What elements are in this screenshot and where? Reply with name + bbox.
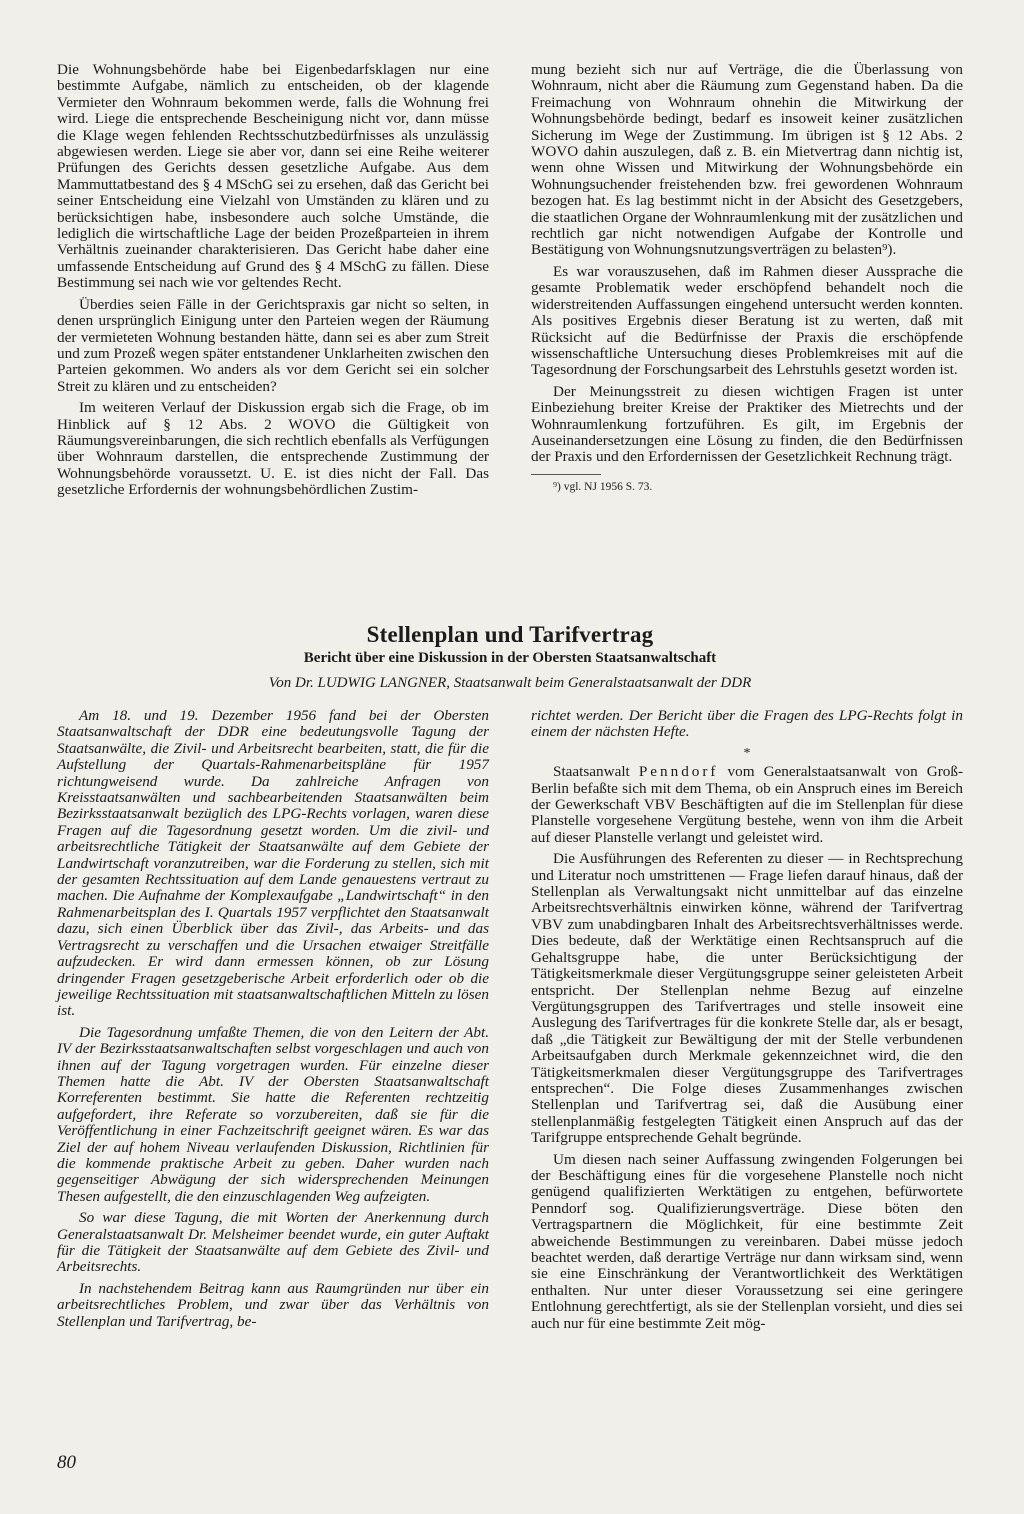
- byline-suffix: , Staatsanwalt beim Generalstaatsanwalt der DDR: [446, 675, 752, 691]
- article-subtitle: Bericht über eine Diskussion in der Obersten Staatsanwaltschaft: [303, 650, 717, 666]
- page-number: 80: [57, 1452, 76, 1473]
- paragraph: Um diesen nach seiner Auffassung zwingenden Folgerungen bei der Beschäftigung eines für die vorgesehene Planstelle noch nicht genügend qualifizierten Werktätigen zu entgehen, befürwortete Penndorf sog. Qualifizierungsverträge. Diese böten den Vertragspartnern die Möglichkeit, für eine bestimmte Zeit abweichende Bestimmungen zu vereinbaren. Dabei müsse jedoch beachtet werden, daß derartige Verträge nur dann wirksam sind, wenn sie eine Einschränkung der Verantwortlichkeit des Werktätigen enthalten. Nur unter dieser Voraussetzung sei eine geringere Entlohnung gerechtfertigt, als sie der Stellenplan vorsieht, und dies sei auch nur für eine bestimmte Zeit mög-: [531, 1150, 963, 1332]
- paragraph: Überdies seien Fälle in der Gerichtspraxis gar nicht so selten, in denen ursprünglich Einigung unter den Parteien wegen der Räumung der vermieteten Wohnung bestanden hätte, dann sei es aber zum Streit und zum Prozeß wegen später entstandener Unklarheiten zwischen den Parteien gekommen. Wo anders als vor dem Gericht sei ein solcher Streit zu klären und zu entscheiden?: [57, 295, 489, 395]
- paragraph: So war diese Tagung, die mit Worten der Anerkennung durch Generalstaatsanwalt Dr. Melsheimer beendet wurde, ein guter Auftakt für die Tätigkeit der Staatsanwälte auf dem Gebiete des Zivil- und Arbeitsrechts.: [57, 1209, 489, 1276]
- footnote-divider: [531, 474, 601, 475]
- article-byline: [57, 675, 963, 692]
- paragraph: Die Tagesordnung umfaßte Themen, die von den Leitern der Abt. IV der Bezirksstaatsanwaltschaften selbst vorgeschlagen und auch von ihnen auf der Tagung vorgetragen wurden. Für einzelne dieser Themen hatte die Abt. IV der Obersten Staatsanwaltschaft Korreferenten bestimmt. Sie hatte die Referenten rechtzeitig aufgefordert, ihre Referate so vorzubereiten, daß sie für die Veröffentlichung in einer Fachzeitschrift geeignet wären. Es war das Ziel der auf hohem Niveau verlaufenden Diskussion, Richtlinien für die kommende praktische Arbeit zu geben. Daher wurden nach gegenseitiger Abwägung der sich widersprechenden Meinungen Thesen aufgestellt, die den einzuschlagenden Weg aufzeigten.: [57, 1023, 489, 1205]
- footnote: ⁹) vgl. NJ 1956 S. 73.: [553, 480, 653, 493]
- paragraph: [531, 764, 963, 846]
- paragraph: richtet werden. Der Bericht über die Fragen des LPG-Rechts folgt in einem der nächsten Hefte.: [531, 707, 963, 741]
- paragraph: Es war vorauszusehen, daß im Rahmen dieser Aussprache die gesamte Problematik weder erschöpfend behandelt noch die widerstreitenden Auffassungen eingehend untersucht werden konnten. Als positives Ergebnis dieser Beratung ist zu werten, daß mit Rücksicht auf die Bedürfnisse der Praxis die erschöpfende wissenschaftliche Untersuchung dieses Problemkreises mit auf die Tagesordnung der Forschungsarbeit des Lehrstuhls gesetzt worden ist.: [531, 262, 963, 379]
- paragraph: Die Wohnungsbehörde habe bei Eigenbedarfsklagen nur eine bestimmte Aufgabe, nämlich zu entscheiden, ob der klagende Vermieter den Wohnraum bekommen werde, falls die Wohnung frei wird. Liege die entsprechende Bescheinigung nicht vor, dann müsse die Klage wegen fehlenden Rechtsschutzbedürfnisses als unzulässig abgewiesen werden. Liege sie aber vor, dann sei eine Reihe weiterer Prüfungen des Gerichts dessen gesetzliche Aufgabe. Aus dem Mammuttatbestand des § 4 MSchG sei zu ersehen, daß das Gericht bei seiner Entscheidung eine Vielzahl von Umständen zu klären und zu berücksichtigen habe, insbesondere auch solche Umstände, die lediglich die wirtschaftliche Lage der beiden Prozeßparteien in ihrem Verhältnis zueinander charakterisieren. Das Gericht habe daher eine umfassende Entscheidung auf Grund des § 4 MSchG zu fällen. Diese Bestimmung sei nach wie vor geltendes Recht.: [57, 61, 489, 292]
- speaker-name: Penndorf: [638, 763, 719, 781]
- top-left-column: [57, 62, 489, 504]
- top-right-column: [531, 62, 963, 499]
- article-title: Stellenplan und Tarifvertrag: [366, 622, 654, 647]
- byline-prefix: Von Dr.: [268, 675, 314, 691]
- bottom-right-column: [531, 708, 963, 1337]
- speaker-title: Staatsanwalt: [553, 763, 630, 781]
- paragraph: mung bezieht sich nur auf Verträge, die die Überlassung von Wohnraum, nicht aber die Räumung zum Gegenstand haben. Da die Freimachung von Wohnraum ohnehin die Mitwirkung der Wohnungsbehörde bedingt, bedarf es insoweit keiner zusätzlichen Sicherung im Wege der Zustimmung. Im übrigen ist § 12 Abs. 2 WOVO dahin auszulegen, daß z. B. ein Mietvertrag dann nichtig ist, wenn ohne Wissen und Mitwirkung der Wohnungsbehörde ein Wohnungsuchender freistehenden bzw. frei gewordenen Wohnraum bezogen hat. Es lag bestimmt nicht in der Absicht des Gesetzgebers, die staatlichen Organe der Wohnraumlenkung mit der zusätzlichen und rechtlich gar nicht notwendigen Aufgabe der Kontrolle und Bestätigung von Wohnungsnutzungsverträgen zu belasten⁹).: [531, 61, 963, 259]
- paragraph-text: vom Generalstaatsanwalt von Groß-Berlin befaßte sich mit dem Thema, ob ein Anspruch eines im Bereich der Gewerkschaft VBV Beschäftigten auf die im Stellenplan für diese Planstelle vorgesehene Vergütung bestehe, wenn von ihm die Arbeit auf dieser Planstelle verlangt und geleistet wird.: [531, 763, 964, 846]
- paragraph: Der Meinungsstreit zu diesen wichtigen Fragen ist unter Einbeziehung breiter Kreise der Praktiker des Mietrechts und der Wohnraumlenkung fortzuführen. Es gilt, im Ergebnis der Auseinandersetzungen eine Lösung zu finden, die den Bedürfnissen der Praxis und den Erfordernissen der Gesetzlichkeit Rechnung trägt.: [531, 382, 963, 466]
- paragraph: In nachstehendem Beitrag kann aus Raumgründen nur über ein arbeitsrechtliches Problem, und zwar über das Verhältnis von Stellenplan und Tarifvertrag, be-: [57, 1279, 489, 1330]
- paragraph: Im weiteren Verlauf der Diskussion ergab sich die Frage, ob im Hinblick auf § 12 Abs. 2 WOVO die Gültigkeit von Räumungsvereinbarungen, die sich rechtlich ebenfalls als Verfügungen über Wohnraum darstellen, die entsprechende Zustimmung der Wohnungsbehörde voraussetzt. U. E. ist dies nicht der Fall. Das gesetzliche Erfordernis der wohnungsbehördlichen Zustim-: [57, 399, 490, 499]
- author-name: LUDWIG LANGNER: [317, 675, 447, 691]
- bottom-left-column: [57, 708, 489, 1335]
- paragraph: Die Ausführungen des Referenten zu dieser — in Rechtsprechung und Literatur noch umstrittenen — Frage liefen darauf hinaus, daß der Stellenplan als Verwaltungsakt nicht unmittelbar auf das einzelne Arbeitsrechtsverhältnis einwirken könne, während der Tarifvertrag VBV zum unabdingbaren Inhalt des Arbeitsrechtsverhältnisses werde. Dies bedeute, daß der Werktätige einen Rechtsanspruch auf die Gehaltsgruppe habe, die unter Berücksichtigung der Tätigkeitsmerkmale dieser Vergütungsgruppe seiner geleisteten Arbeit entspricht. Der Stellenplan nehme Bezug auf einzelne Vergütungsgruppen des Tarifvertrages und stelle insoweit eine Auslegung des Tarifvertrages für die konkrete Stelle dar, als er besagt, daß „die Tätigkeit zur Bewältigung der mit der Stelle verbundenen Arbeitsaufgaben durch Merkmale gekennzeichnet wird, die den Tätigkeitsmerkmalen dieser Vergütungsgruppe des Tarifvertrages entsprechen“. Die Folge dieses Zusammenhanges zwischen Stellenplan und Tarifvertrag sei, daß die Ausübung einer stellenplanmäßig festgelegten Tätigkeit einen Anspruch auf das der Tarifgruppe entsprechende Gehalt begründe.: [531, 850, 963, 1147]
- section-separator: *: [743, 745, 751, 761]
- paragraph: Am 18. und 19. Dezember 1956 fand bei der Obersten Staatsanwaltschaft der DDR eine bedeutungsvolle Tagung der Staatsanwälte, die Zivil- und Arbeitsrecht bearbeiten, statt, die für die Aufstellung der Quartals-Rahmenarbeitspläne für 1957 richtungweisend wurde. Da zahlreiche Anfragen von Kreisstaatsanwälten und sachbearbeitenden Staatsanwälten beim Bezirksstaatsanwalt bezüglich des LPG-Rechts vorlagen, waren diese Fragen auf die Tagesordnung gesetzt worden. Um die zivil- und arbeitsrechtliche Tätigkeit der Staatsanwälte auf dem Gebiete der Landwirtschaft voranzutreiben, war die Forderung zu stellen, sich mit der gesamten Rechtssituation auf dem Lande genauestens vertraut zu machen. Die Aufnahme der Komplexaufgabe „Landwirtschaft“ in den Rahmenarbeitsplan des I. Quartals 1957 verpflichtet den Staatsanwalt dazu, sich einen Überblick über das Zivil-, das Arbeits- und das Vertragsrecht zu verschaffen und die Ursachen etwaiger Streitfälle aufzudecken. Er wird dann ermessen können, ob zur Lösung dringender Fragen gesetzgeberische Arbeit erforderlich oder ob die jeweilige Rechtssituation mit staatsanwaltschaftlichen Mitteln zu lösen ist.: [57, 707, 489, 1020]
